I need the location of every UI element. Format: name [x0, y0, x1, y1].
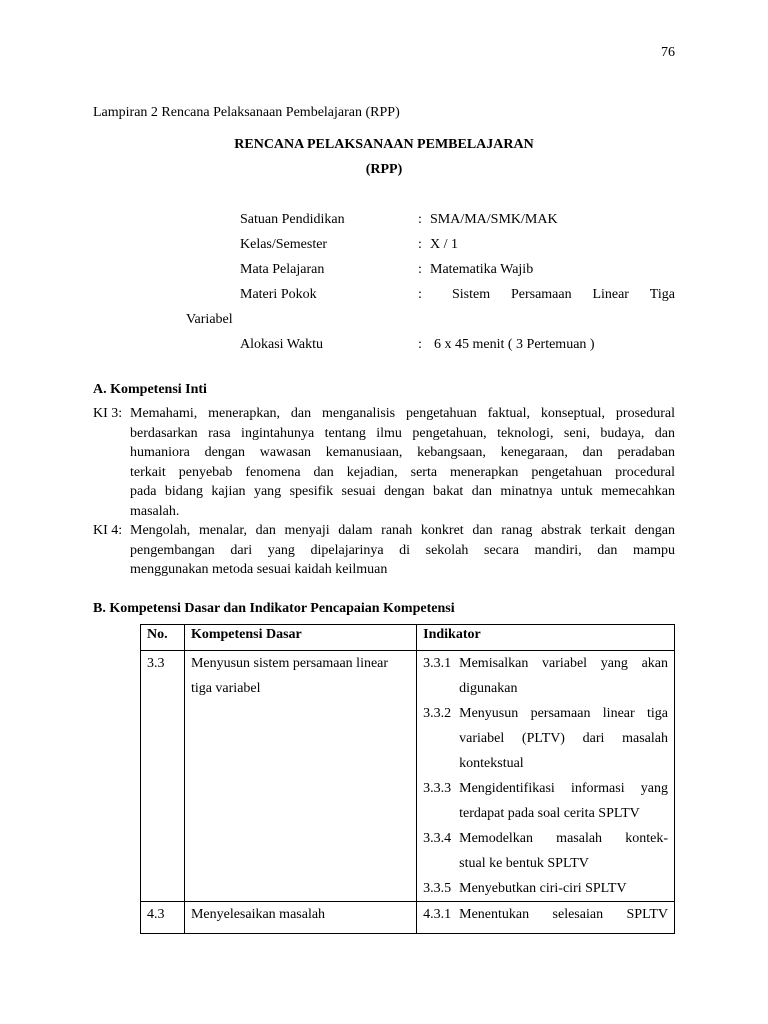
indicator-line: Menentukan selesaian SPLTV [459, 907, 668, 922]
identity-colon: : [418, 212, 422, 227]
ki-text [130, 404, 675, 521]
document-subtitle: (RPP) [365, 162, 403, 177]
identity-label: Kelas/Semester [240, 237, 328, 252]
identity-colon: : [418, 337, 422, 352]
indicator-item [423, 701, 668, 776]
identity-value: Matematika Wajib [430, 262, 534, 277]
ki-line: berdasarkan rasa ingintahunya tentang ilmu pengetahuan, teknologi, seni, budaya, dan [130, 425, 675, 441]
indicator-line: stual ke bentuk SPLTV [459, 856, 589, 871]
indicator-cell [417, 902, 675, 934]
competency-table [140, 624, 675, 934]
basic-competency: Menyusun sistem persamaan linear tiga variabel [184, 651, 416, 902]
ki-line: Mengolah, menalar, dan menyaji dalam ranah konkret dan ranag abstrak terkait dengan [130, 523, 675, 538]
identity-label: Materi Pokok [240, 287, 317, 302]
ki-line: pada bidang kajian yang spesifik sesuai dengan bakat dan minatnya untuk memecahkan [130, 484, 675, 499]
identity-colon: : [418, 262, 422, 277]
indicator-line: terdapat pada soal cerita SPLTV [459, 806, 640, 821]
table-row [141, 902, 675, 934]
identity-row [0, 260, 768, 279]
indicator-number: 3.3.2 [423, 706, 452, 721]
ki-label: KI 3: [93, 406, 123, 421]
indicator-line: kontekstual [459, 756, 524, 771]
indicator-item [423, 902, 668, 927]
indicator-number: 4.3.1 [423, 907, 452, 922]
identity-row [0, 335, 768, 354]
identity-value-wrap: Variabel [186, 312, 233, 327]
table-row [141, 651, 675, 902]
identity-value: 6 x 45 menit ( 3 Pertemuan ) [434, 337, 595, 352]
identity-value-word: Persamaan [510, 287, 572, 302]
indicator-line: Menyebutkan ciri-ciri SPLTV [459, 881, 627, 896]
section-b-heading: B. Kompetensi Dasar dan Indikator Pencapaian Kompetensi [93, 601, 455, 616]
section-a-heading: A. Kompetensi Inti [93, 382, 207, 397]
indicator-line: Menyusun persamaan linear tiga [459, 706, 668, 721]
ki-line: terkait penyebab fenomena dan kejadian, serta menerapkan pengetahuan procedural [130, 464, 675, 480]
indicator-number: 3.3.3 [423, 781, 452, 796]
identity-label: Alokasi Waktu [240, 337, 323, 352]
identity-value: X / 1 [430, 237, 458, 252]
identity-value [452, 285, 675, 304]
identity-colon: : [418, 287, 422, 302]
column-header-no: No. [141, 625, 185, 651]
indicator-line: variabel (PLTV) dari masalah [459, 731, 668, 746]
identity-row [0, 285, 768, 304]
row-number: 3.3 [141, 651, 185, 902]
identity-value-word: Sistem [452, 287, 491, 302]
ki-label: KI 4: [93, 523, 123, 538]
indicator-number: 3.3.4 [423, 831, 452, 846]
identity-value: SMA/MA/SMK/MAK [430, 212, 558, 227]
identity-label: Mata Pelajaran [240, 262, 325, 277]
document-title: RENCANA PELAKSANAAN PEMBELAJARAN [234, 137, 534, 152]
indicator-line: digunakan [459, 681, 518, 696]
ki-line: pengembangan dari yang dipelajarinya di sekolah secara mandiri, dan mampu [130, 542, 675, 558]
ki-line: masalah. [130, 503, 180, 519]
indicator-line: Memodelkan masalah kontek- [459, 831, 668, 846]
identity-row-wrap [0, 310, 768, 329]
identity-row [0, 235, 768, 254]
identity-colon: : [418, 237, 422, 252]
indicator-number: 3.3.5 [423, 881, 452, 896]
indicator-item [423, 651, 668, 701]
ki-text [130, 521, 675, 580]
table-header-row [141, 625, 675, 651]
row-number: 4.3 [141, 902, 185, 934]
indicator-item [423, 826, 668, 876]
identity-value-word: Linear [592, 287, 629, 302]
indicator-number: 3.3.1 [423, 656, 452, 671]
indicator-cell [417, 651, 675, 902]
indicator-line: Memisalkan variabel yang akan [459, 656, 668, 671]
column-header-kd: Kompetensi Dasar [184, 625, 416, 651]
identity-label: Satuan Pendidikan [240, 212, 345, 227]
basic-competency: Menyelesaikan masalah [184, 902, 416, 934]
indicator-line: Mengidentifikasi informasi yang [459, 781, 668, 796]
indicator-item [423, 876, 668, 901]
column-header-indicator: Indikator [417, 625, 675, 651]
identity-value-word: Tiga [649, 287, 675, 302]
ki-line: humaniora dengan wawasan kemanusiaan, kebangsaan, kenegaraan, dan peradaban [130, 445, 675, 460]
appendix-title: Lampiran 2 Rencana Pelaksanaan Pembelajaran (RPP) [93, 105, 400, 120]
identity-row [0, 210, 768, 229]
ki-line: menggunakan metoda sesuai kaidah keilmuan [130, 562, 388, 577]
page-number: 76 [661, 45, 675, 60]
indicator-item [423, 776, 668, 826]
ki-line: Memahami, menerapkan, dan menganalisis pengetahuan faktual, konseptual, prosedural [130, 406, 675, 421]
